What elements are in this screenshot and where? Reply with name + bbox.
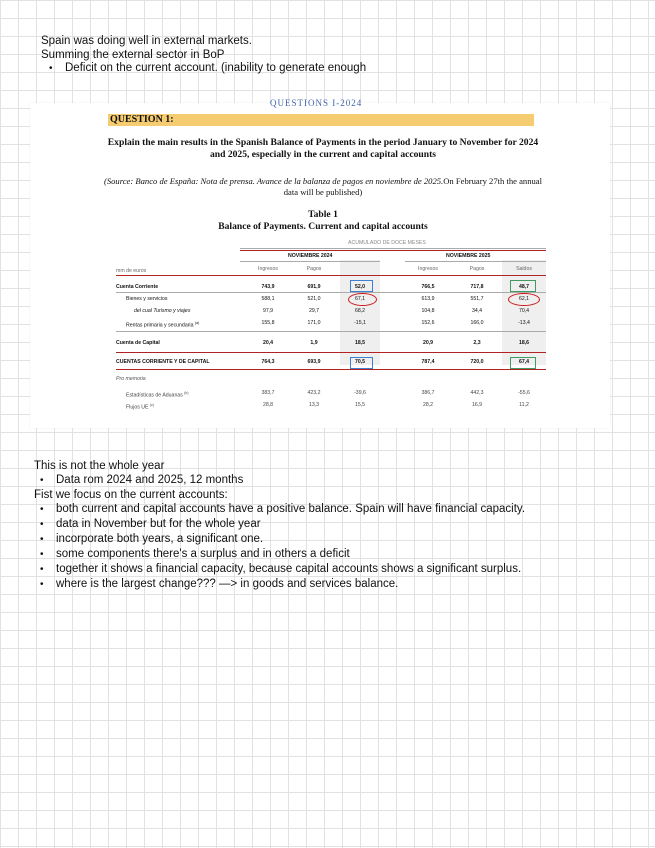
cell: 766,5 — [421, 284, 435, 290]
rule — [240, 261, 380, 262]
row-label: Pro memoria — [116, 376, 146, 382]
note-line: Fist we focus on the current accounts: — [34, 489, 228, 501]
annotation-box-blue — [350, 280, 373, 292]
row-label: Cuenta de Capital — [116, 340, 160, 346]
rule — [116, 275, 546, 276]
period-2024: NOVIEMBRE 2024 — [288, 253, 333, 259]
col-pagos-2024: Pagos — [306, 266, 322, 272]
cell: 787,4 — [421, 359, 435, 365]
cell: 442,3 — [470, 390, 484, 396]
unit-label: mm de euros — [116, 268, 147, 274]
cell: 521,0 — [307, 296, 321, 302]
note-bullet-text: both current and capital accounts have a positive balance. Spain will have financial capacity. — [56, 503, 526, 515]
rule — [240, 248, 546, 249]
cell: -39,6 — [354, 390, 366, 396]
rule — [116, 331, 546, 332]
source-italic: (Source: Banco de España: Nota de prensa. Avance de la balanza de pagos en noviembre de 2025. — [103, 176, 444, 186]
cell: 29,7 — [308, 308, 320, 314]
cell: 104,8 — [421, 308, 435, 314]
cell: 67,4 — [518, 359, 530, 365]
annotation-circle — [508, 293, 540, 306]
row-label — [126, 320, 199, 330]
row-label: Bienes y servicios — [126, 296, 168, 302]
footnote-mark: (a) — [194, 321, 200, 325]
bullet-dot-icon: • — [40, 549, 44, 560]
cell: 97,9 — [262, 308, 274, 314]
cell: 743,9 — [261, 284, 275, 290]
annotation-circle — [348, 293, 377, 306]
note-bullet-text: some components there's a surplus and in others a deficit — [56, 548, 350, 560]
row-label: CUENTAS CORRIENTE Y DE CAPITAL — [116, 359, 210, 365]
super-header: ACUMULADO DE DOCE MESES — [348, 240, 426, 246]
col-pagos-2025: Pagos — [469, 266, 485, 272]
note-bullet — [34, 502, 525, 517]
cell: 720,0 — [470, 359, 484, 365]
footnote-mark: (b) — [184, 391, 189, 395]
cell: 588,1 — [261, 296, 275, 302]
note-line: This is not the whole year — [34, 460, 165, 472]
note-bullet — [41, 62, 366, 76]
cell: -13,4 — [518, 320, 530, 326]
period-2025: NOVIEMBRE 2025 — [446, 253, 491, 259]
question-label: QUESTION 1: — [110, 114, 174, 125]
rule — [116, 292, 546, 293]
cell: -55,6 — [518, 390, 530, 396]
note-line: Summing the external sector in BoP — [41, 48, 225, 61]
rule — [240, 250, 546, 251]
cell: 18,6 — [518, 340, 530, 346]
cell: 28,2 — [422, 402, 434, 408]
cell: 67,1 — [354, 296, 366, 302]
cell: 52,0 — [354, 284, 366, 290]
cell: 11,2 — [519, 402, 529, 408]
notes-bottom — [34, 459, 525, 592]
col-ingresos-2024: Ingresos — [258, 266, 278, 272]
rule — [405, 261, 546, 262]
row-label: Cuenta Corriente — [116, 284, 159, 290]
bullet-dot-icon: • — [40, 579, 44, 590]
annotation-box-green — [510, 357, 536, 369]
note-bullet-text: Data rom 2024 and 2025, 12 months — [56, 474, 244, 486]
bullet-dot-icon: • — [40, 519, 44, 530]
cell: 152,6 — [421, 320, 435, 326]
cell: 48,7 — [518, 284, 530, 290]
cell: 28,8 — [262, 402, 274, 408]
col-ingresos-2025: Ingresos — [418, 266, 438, 272]
bullet-dot-icon: • — [40, 534, 44, 545]
cell: 20,9 — [422, 340, 434, 346]
cell: 423,2 — [307, 390, 321, 396]
cell: 15,5 — [354, 402, 366, 408]
cell: 70,4 — [518, 308, 530, 314]
cell: 18,5 — [354, 340, 366, 346]
balance-table — [30, 103, 610, 428]
cell: 62,1 — [518, 296, 530, 302]
cell: 383,7 — [261, 390, 275, 396]
bullet-dot-icon: • — [40, 504, 44, 515]
annotation-box-blue — [350, 357, 373, 369]
cell: 13,3 — [308, 402, 320, 408]
cell: 717,8 — [470, 284, 484, 290]
rule — [116, 369, 546, 370]
cell: 34,4 — [471, 308, 483, 314]
bullet-dot-icon: • — [49, 63, 53, 74]
note-bullet-text: incorporate both years, a significant one. — [56, 533, 264, 545]
cell: 691,9 — [307, 284, 321, 290]
row-label — [126, 390, 189, 400]
note-bullet-text: together it shows a financial capacity, because capital accounts shows a significant surplus. — [56, 563, 522, 575]
cell: 166,0 — [470, 320, 484, 326]
note-bullet-text: data in November but for the whole year — [56, 518, 261, 530]
note-bullet — [34, 517, 525, 532]
row-label-text: Flujos UE — [126, 404, 149, 411]
cell: 171,0 — [307, 320, 321, 326]
pasted-document[interactable] — [30, 98, 610, 428]
row-label-text: Estadísticas de Aduanas — [126, 392, 183, 399]
cell: 1,9 — [310, 340, 318, 346]
bullet-dot-icon: • — [40, 564, 44, 575]
cell: 551,7 — [470, 296, 484, 302]
footnote-mark: (c) — [149, 403, 155, 407]
cut-header: QUESTIONS I-2024 — [270, 98, 363, 108]
cell: 20,4 — [262, 340, 274, 346]
cell: 693,9 — [307, 359, 321, 365]
note-bullet-text: where is the largest change??? —> in goods and services balance. — [56, 578, 399, 590]
table-title: Balance of Payments. Current and capital accounts — [218, 220, 428, 232]
note-bullet — [34, 577, 525, 592]
cell: -15,1 — [354, 320, 366, 326]
note-bullet — [34, 562, 525, 577]
cell: 70,5 — [354, 359, 366, 365]
annotation-box-green — [510, 280, 536, 292]
row-label-text: Rentas primaria y secundaria — [126, 322, 194, 329]
note-line: Spain was doing well in external markets. — [41, 35, 252, 47]
note-bullet — [34, 532, 525, 547]
table-label: Table 1 — [308, 209, 338, 220]
note-bullet — [34, 473, 525, 488]
cell: 155,8 — [261, 320, 275, 326]
bullet-dot-icon: • — [40, 475, 44, 486]
rule — [116, 352, 546, 353]
cell: 16,9 — [471, 402, 483, 408]
cell: 764,3 — [261, 359, 275, 365]
note-bullet — [34, 547, 525, 562]
note-bullet-text: Deficit on the current account. (inability to generate enough — [65, 62, 367, 74]
source-rest: On February 27th the annual data will be published) — [283, 176, 543, 197]
row-label — [126, 402, 154, 412]
question-text: Explain the main results in the Spanish Balance of Payments in the period January to November for 2024 and 2025, especially in the current and capital accounts — [107, 137, 539, 160]
col-saldos-2025: Saldos — [516, 266, 532, 272]
cell: 386,7 — [421, 390, 435, 396]
row-label: del cual Turismo y viajes — [134, 308, 191, 314]
cell: 613,9 — [421, 296, 435, 302]
cell: 2,3 — [473, 340, 481, 346]
cell: 68,2 — [354, 308, 366, 314]
notes-top — [41, 35, 366, 76]
